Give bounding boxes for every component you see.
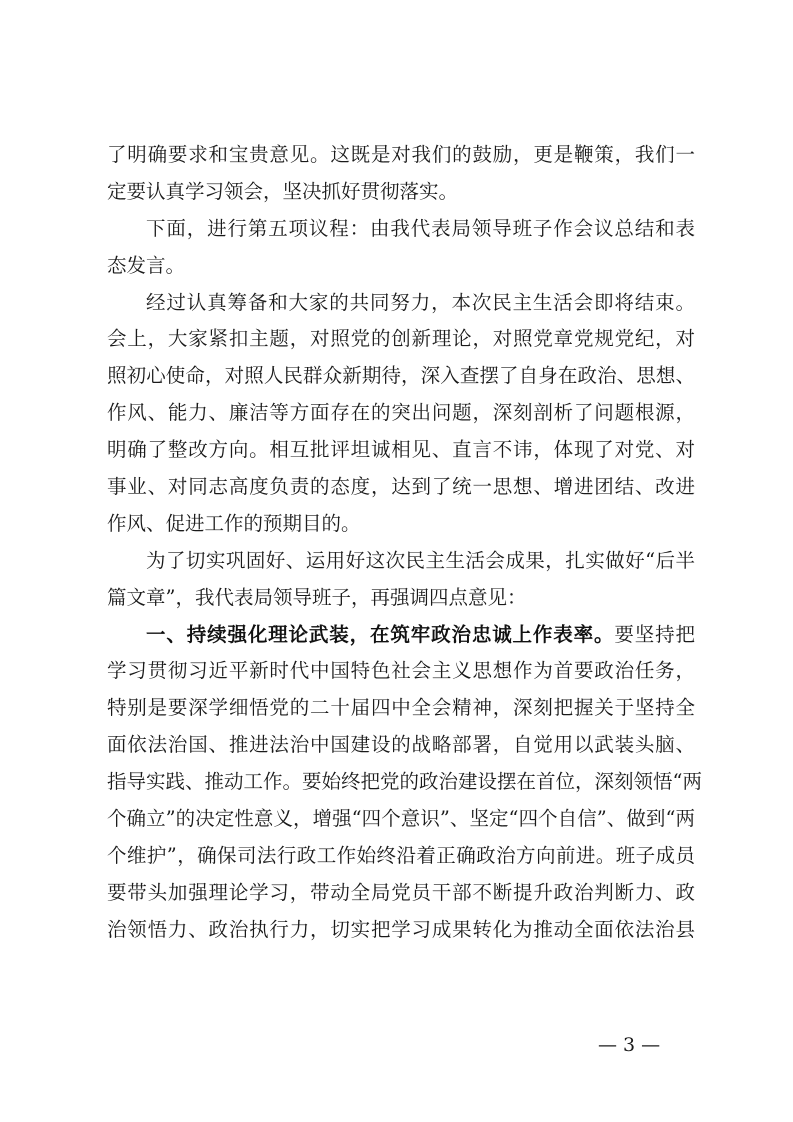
text-line: 治领悟力、政治执行力，切实把学习成果转化为推动全面依法治县 xyxy=(107,917,695,941)
text-line: 特别是要深学细悟党的二十届四中全会精神，深刻把握关于坚持全 xyxy=(107,696,695,720)
text-line: 明确了整改方向。相互批评坦诚相见、直言不讳，体现了对党、对 xyxy=(107,438,695,462)
text-line: 照初心使命，对照人民群众新期待，深入查摆了自身在政治、思想、 xyxy=(107,364,695,388)
page-number: — 3 — xyxy=(598,1034,661,1056)
text-line: 会上，大家紧扣主题，对照党的创新理论，对照党章党规党纪，对 xyxy=(107,327,695,351)
text-line: 个维护”，确保司法行政工作始终沿着正确政治方向前进。班子成员 xyxy=(107,843,695,867)
text-line: 下面，进行第五项议程：由我代表局领导班子作会议总结和表 xyxy=(146,216,695,240)
text-line: 作风、能力、廉洁等方面存在的突出问题，深刻剖析了问题根源， xyxy=(107,401,695,425)
text-line: 学习贯彻习近平新时代中国特色社会主义思想作为首要政治任务， xyxy=(107,659,695,683)
section-heading-line xyxy=(107,617,695,654)
section-heading: 一、持续强化理论武装，在筑牢政治忠诚上作表率。 xyxy=(146,622,615,646)
text-line: 态发言。 xyxy=(107,253,186,277)
text-line: 面依法治国、推进法治中国建设的战略部署，自觉用以武装头脑、 xyxy=(107,733,695,757)
text-line: 要带头加强理论学习，带动全局党员干部不断提升政治判断力、政 xyxy=(107,880,695,904)
text-line: 经过认真筹备和大家的共同努力，本次民主生活会即将结束。 xyxy=(146,290,695,314)
text-line: 篇文章”，我代表局领导班子，再强调四点意见： xyxy=(107,585,527,609)
text-line: 指导实践、推动工作。要始终把党的政治建设摆在首位，深刻领悟“两 xyxy=(107,770,702,794)
text-line: 事业、对同志高度负责的态度，达到了统一思想、增进团结、改进 xyxy=(107,475,695,499)
text-line: 为了切实巩固好、运用好这次民主生活会成果，扎实做好“后半 xyxy=(146,548,695,572)
text-line: 作风、促进工作的预期目的。 xyxy=(107,511,361,535)
body-text xyxy=(107,137,702,949)
text-line: 个确立”的决定性意义，增强“四个意识”、坚定“四个自信”、做到“两 xyxy=(107,807,695,831)
text-line: 了明确要求和宝贵意见。这既是对我们的鼓励，更是鞭策，我们一 xyxy=(107,143,695,166)
text-span: 要坚持把 xyxy=(614,622,695,646)
text-line: 定要认真学习领会，坚决抓好贯彻落实。 xyxy=(107,179,459,203)
